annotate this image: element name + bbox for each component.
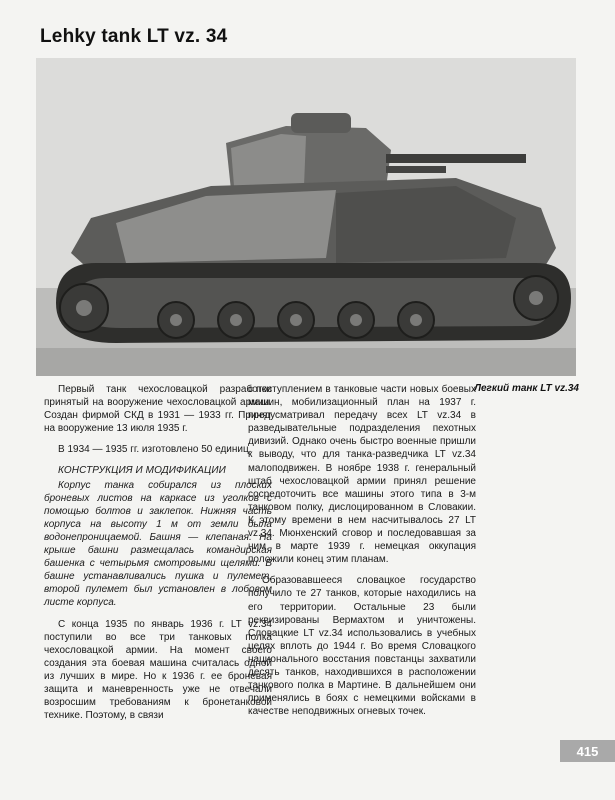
paragraph: Образовавшееся словацкое государство получило те 27 танков, которые находились на его территории. Остальные 23 были реквизированы Вермахтом и уничтожены. Словацкие LT vz.34 использовались в учебных целях вплоть до 1944 г. Во время Словацкого национального восстания повстанцы захватили десять танков, находившихся в расположении танкового полка в Мартине. В дальнейшем они применялись в боях с немецкими войсками в качестве неподвижных огневых точек. xyxy=(248,575,476,718)
photo-caption: Легкий танк LT vz.34 xyxy=(474,383,579,394)
section-heading: КОНСТРУКЦИЯ И МОДИФИКАЦИИ xyxy=(58,465,226,477)
page-number: 415 xyxy=(560,740,615,762)
paragraph: С конца 1935 по январь 1936 г. LT vz.34 поступили во все три танковых полка чехословацкой армии. На момент своего создания эта боевая машина считалась одной из лучших в мире. Но к 1936 г. ее броневая защита и маневренность уже не отвечали возросшим требованиям к бронетанковой технике. Поэтому, в связи xyxy=(44,618,272,722)
text-column-right xyxy=(248,383,476,726)
text-column-left xyxy=(44,383,272,730)
paragraph: В 1934 — 1935 гг. изготовлено 50 единиц. xyxy=(58,444,252,456)
paragraph: Первый танк чехословацкой разработки принятый на вооружение чехословацкой армии. Создан фирмой СКД в 1931 — 1933 гг. Принят на вооружение 13 июля 1935 г. xyxy=(44,384,272,435)
tank-photo xyxy=(36,58,576,376)
page-title: Lehky tank LT vz. 34 xyxy=(40,26,228,47)
paragraph: с поступлением в танковые части новых боевых машин, мобилизационный план на 1937 г. предусматривал передачу всех LT vz.34 в разведывательные подразделения пехотных дивизий. Однако очень быстро военные пришли к выводу, что для танка-разведчика LT vz.34 малоподвижен. В ноябре 1938 г. генеральный штаб чехословацкой армии принял решение сосредоточить все машины этого типа в 3-м танковом полку, дислоцированном в Словакии. К этому времени в нем насчитывалось 27 LT vz.34. Мюнхенский сговор и последовавшая за ним в марте 1939 г. немецкая оккупация положили конец этим планам. xyxy=(248,384,476,566)
paragraph: Корпус танка собирался из плоских броневых листов на каркасе из уголков с помощью болтов и заклепок. Нижняя часть корпуса на высоту 1 м от земли была водонепроницаемой. Башня — клепаная. На крыше башни размещалась командирская башенка с четырьмя смотровыми щелями. В башне устанавливались пушка и пулемет, второй пулемет был установлен в лобовом листе корпуса. xyxy=(44,479,272,609)
